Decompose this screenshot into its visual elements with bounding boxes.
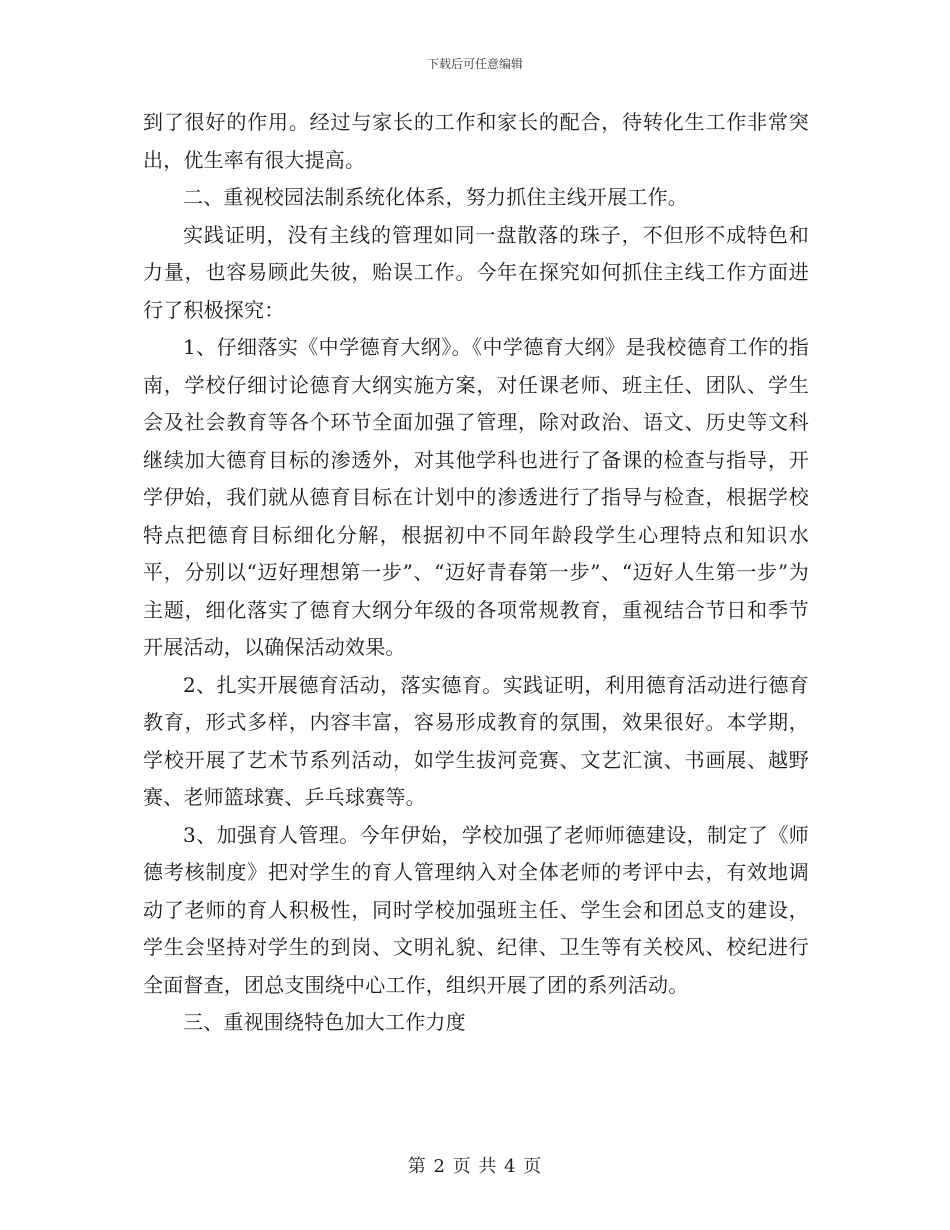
paragraph-item-1: 1、仔细落实《中学德育大纲》。《中学德育大纲》是我校德育工作的指南，学校仔细讨论德育大纲实施方案，对任课老师、班主任、团队、学生会及社会教育等各个环节全面加强了管理，除对政治、语文、历史等文科继续加大德育目标的渗透外，对其他学科也进行了备课的检查与指导，开学伊始，我们就从德育目标在计划中的渗透进行了指导与检查，根据学校特点把德育目标细化分解，根据初中不同年龄段学生心理特点和知识水平，分别以“迈好理想第一步”、“迈好青春第一步”、“迈好人生第一步”为主题，细化落实了德育大纲分年级的各项常规教育，重视结合节日和季节开展活动，以确保活动效果。 (143, 335, 809, 659)
page-header-note: 下载后可任意编辑 (426, 57, 523, 71)
paragraph-item-2: 2、扎实开展德育活动，落实德育。实践证明，利用德育活动进行德育教育，形式多样，内容丰富，容易形成教育的氛围，效果很好。本学期，学校开展了艺术节系列活动，如学生拔河竞赛、文艺汇演、书画展、越野赛、老师篮球赛、乒乓球赛等。 (143, 672, 809, 809)
paragraph-practice: 实践证明，没有主线的管理如同一盘散落的珠子，不但形不成特色和力量，也容易顾此失彼，贻误工作。今年在探究如何抓住主线工作方面进行了积极探究： (143, 222, 809, 322)
section-heading-2: 二、重视校园法制系统化体系，努力抓住主线开展工作。 (183, 185, 688, 209)
paragraph-continued: 到了很好的作用。经过与家长的工作和家长的配合，待转化生工作非常突出，优生率有很大提高。 (143, 110, 809, 172)
paragraph-item-3: 3、加强育人管理。今年伊始，学校加强了老师师德建设，制定了《师德考核制度》把对学生的育人管理纳入对全体老师的考评中去，有效地调动了老师的育人积极性，同时学校加强班主任、学生会和团总支的建设，学生会坚持对学生的到岗、文明礼貌、纪律、卫生等有关校风、校纪进行全面督查，团总支围绕中心工作，组织开展了团的系列活动。 (143, 822, 809, 997)
section-heading-3: 三、重视围绕特色加大工作力度 (183, 1010, 466, 1034)
page-footer-number: 第 2 页 共 4 页 (407, 1156, 543, 1177)
document-body (143, 104, 809, 1042)
